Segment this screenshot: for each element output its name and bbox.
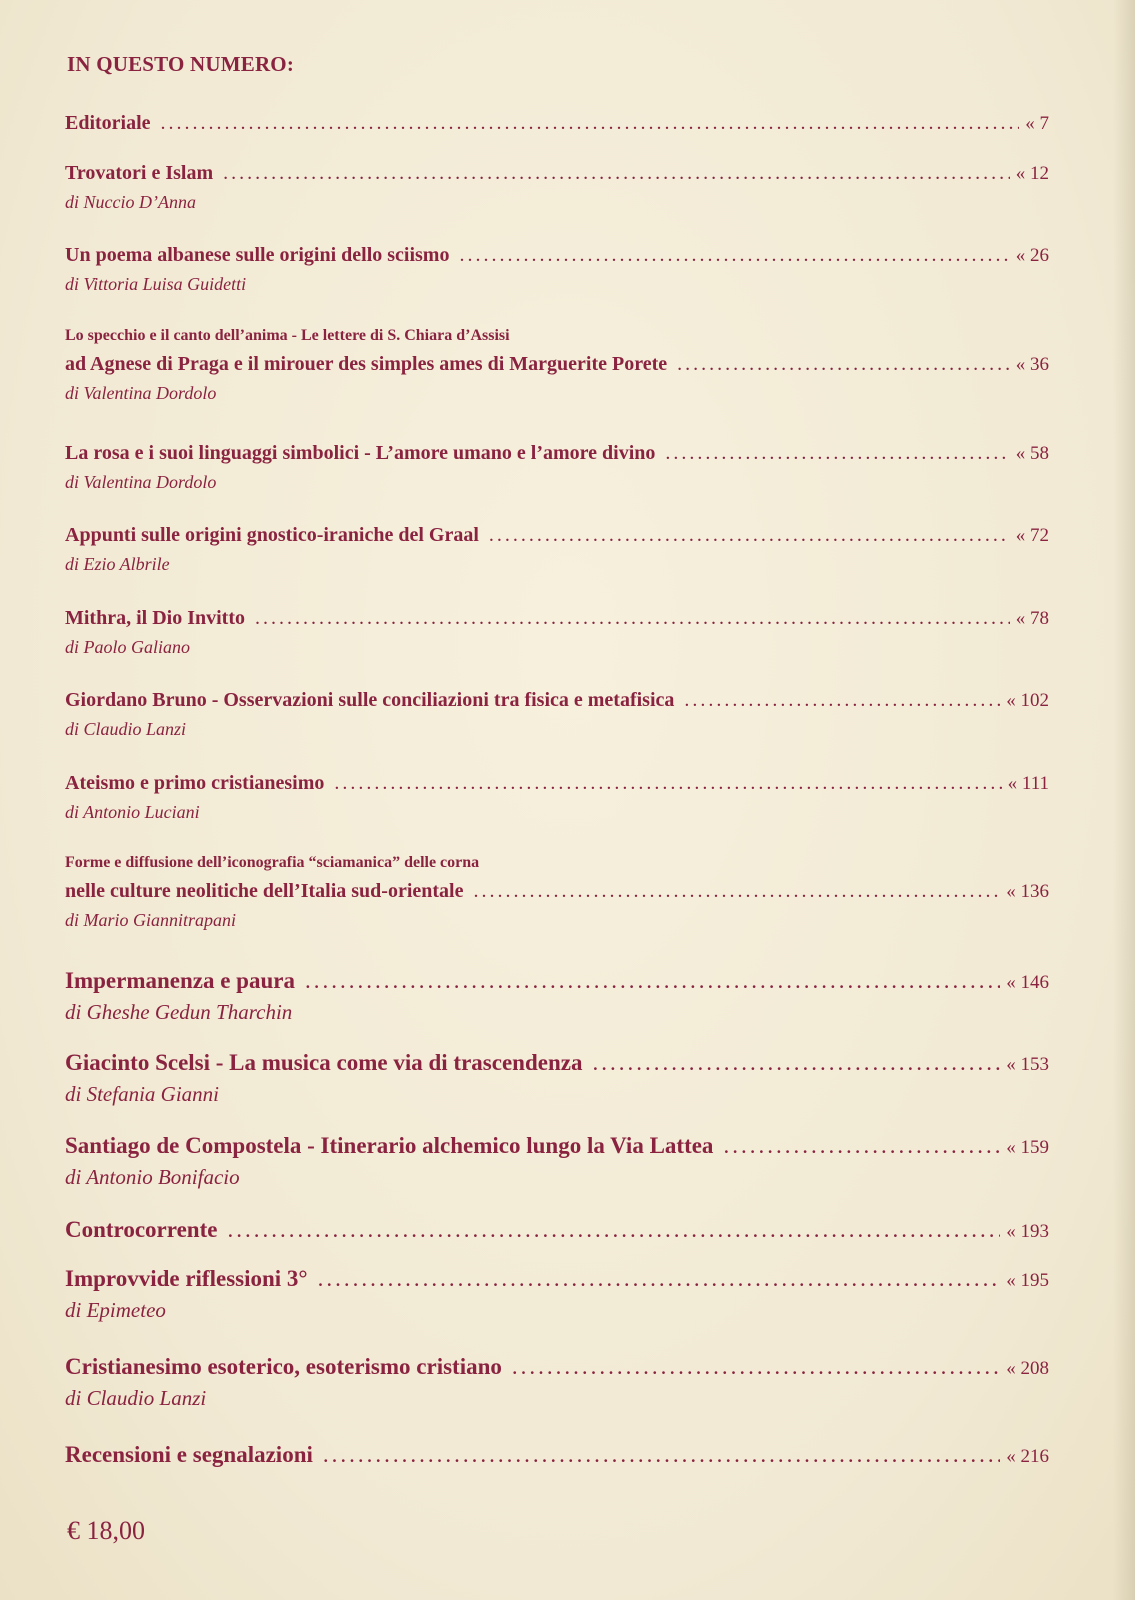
toc-entry[interactable] [65, 607, 1049, 658]
entry-title: Giordano Bruno - Osservazioni sulle conciliazioni tra fisica e metafisica [65, 689, 675, 711]
toc-entry[interactable] [65, 1133, 1049, 1190]
entry-title: Appunti sulle origini gnostico-iraniche del Graal [65, 524, 479, 546]
entry-author: di Stefania Gianni [65, 1082, 219, 1106]
dot-leader [473, 880, 1000, 903]
entry-title-line1: Lo specchio e il canto dell’anima - Le lettere di S. Chiara d’Assisi [65, 327, 510, 344]
entry-title-line1: Forme e diffusione dell’iconografia “sciamanica” delle corna [65, 854, 480, 871]
entry-title: Recensioni e segnalazioni [65, 1442, 313, 1467]
dot-leader [665, 442, 1009, 465]
entry-author: di Valentina Dordolo [65, 472, 217, 492]
entry-author: di Vittoria Luisa Guidetti [65, 274, 247, 294]
toc-heading: IN QUESTO NUMERO: [67, 52, 295, 76]
toc-entry[interactable] [65, 327, 1049, 404]
entry-page: « 7 [1025, 113, 1049, 134]
toc-entry[interactable] [65, 772, 1049, 823]
entry-page: « 136 [1006, 881, 1049, 902]
entry-page: « 111 [1007, 773, 1049, 794]
toc-entry[interactable] [65, 1354, 1049, 1411]
entry-title: Ateismo e primo cristianesimo [65, 772, 325, 794]
entry-title: Trovatori e Islam [65, 162, 214, 184]
entry-page: « 216 [1006, 1446, 1049, 1467]
entry-title: Improvvide riflessioni 3° [65, 1266, 308, 1291]
dot-leader [323, 1442, 1000, 1468]
price-label: € 18,00 [67, 1516, 145, 1545]
entry-title: nelle culture neolitiche dell’Italia sud-orientale [65, 880, 464, 902]
dot-leader [489, 524, 1010, 547]
entry-author: di Paolo Galiano [65, 637, 190, 657]
toc-entry[interactable] [65, 854, 1049, 931]
entry-page: « 36 [1015, 354, 1049, 375]
toc-entry[interactable] [65, 1217, 1049, 1243]
entry-title: Editoriale [65, 112, 151, 134]
dot-leader [227, 1217, 1000, 1243]
dot-leader [677, 353, 1010, 376]
toc-entry[interactable] [65, 1442, 1049, 1468]
dot-leader [161, 112, 1020, 135]
entry-author: di Valentina Dordolo [65, 383, 217, 403]
entry-page: « 159 [1006, 1137, 1049, 1158]
entry-title: Mithra, il Dio Invitto [65, 607, 245, 629]
dot-leader [223, 162, 1010, 185]
dot-leader [459, 244, 1009, 267]
entry-page: « 195 [1006, 1270, 1049, 1291]
entry-title: ad Agnese di Praga e il mirouer des simples ames di Marguerite Porete [65, 353, 668, 375]
dot-leader [255, 607, 1010, 630]
dot-leader [318, 1266, 1001, 1292]
entry-page: « 26 [1015, 245, 1049, 266]
dot-leader [512, 1354, 1000, 1380]
entry-page: « 72 [1015, 525, 1049, 546]
entry-title: Un poema albanese sulle origini dello sciismo [65, 244, 450, 266]
entry-title: Giacinto Scelsi - La musica come via di trascendenza [65, 1050, 583, 1075]
entry-title: Santiago de Compostela - Itinerario alchemico lungo la Via Lattea [65, 1133, 714, 1158]
dot-leader [723, 1133, 1000, 1159]
dot-leader [334, 772, 1001, 795]
entry-page: « 58 [1015, 443, 1049, 464]
entry-author: di Ezio Albrile [65, 554, 170, 574]
entry-page: « 208 [1006, 1358, 1049, 1379]
entry-page: « 12 [1015, 163, 1049, 184]
entry-page: « 153 [1006, 1054, 1049, 1075]
entry-author: di Mario Giannitrapani [65, 910, 237, 930]
toc-entry[interactable] [65, 442, 1049, 493]
toc-entry[interactable] [65, 524, 1049, 575]
toc-entry-editoriale[interactable] [65, 112, 1049, 135]
toc-entry[interactable] [65, 968, 1049, 1025]
entry-author: di Gheshe Gedun Tharchin [65, 1000, 293, 1024]
entry-title: Controcorrente [65, 1217, 218, 1242]
toc-entry[interactable] [65, 162, 1049, 213]
dot-leader [305, 968, 1000, 994]
entry-author: di Antonio Luciani [65, 802, 200, 822]
dot-leader [592, 1050, 1000, 1076]
toc-entry[interactable] [65, 1050, 1049, 1107]
dot-leader [684, 689, 1000, 712]
entry-author: di Antonio Bonifacio [65, 1165, 240, 1189]
toc-entry[interactable] [65, 1266, 1049, 1323]
entry-author: di Epimeteo [65, 1298, 166, 1322]
entry-page: « 78 [1015, 608, 1049, 629]
entry-author: di Nuccio D’Anna [65, 192, 196, 212]
entry-title: Impermanenza e paura [65, 968, 295, 993]
entry-title: La rosa e i suoi linguaggi simbolici - L’amore umano e l’amore divino [65, 442, 656, 464]
entry-page: « 102 [1006, 690, 1049, 711]
entry-page: « 193 [1006, 1221, 1049, 1242]
entry-author: di Claudio Lanzi [65, 1386, 207, 1410]
toc-entry[interactable] [65, 244, 1049, 295]
entry-title: Cristianesimo esoterico, esoterismo cristiano [65, 1354, 502, 1379]
entry-page: « 146 [1006, 972, 1049, 993]
toc-entry[interactable] [65, 689, 1049, 740]
entry-author: di Claudio Lanzi [65, 719, 187, 739]
page-edge-shadow [1113, 0, 1135, 1600]
